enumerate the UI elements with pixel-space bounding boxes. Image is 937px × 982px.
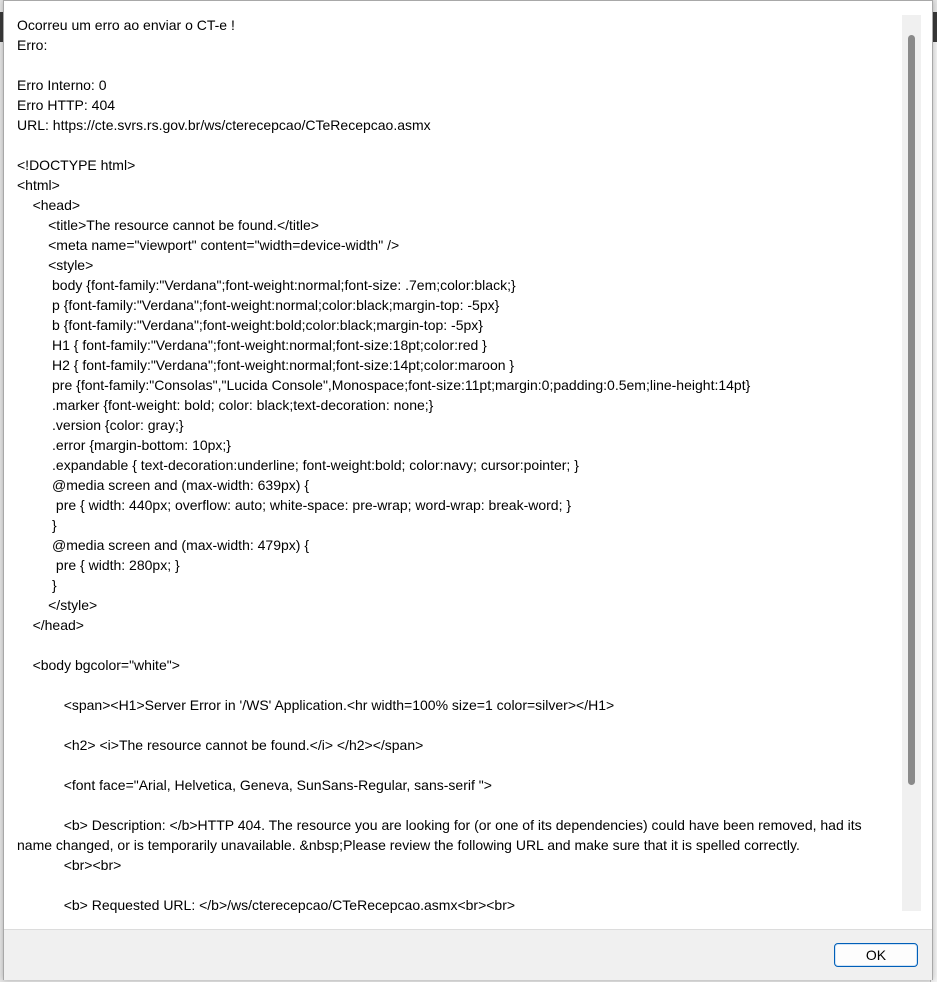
error-dialog	[3, 0, 933, 980]
error-message-text: Ocorreu um erro ao enviar o CT-e ! Erro: Erro Interno: 0 Erro HTTP: 404 URL: https://cte.svrs.rs.gov.br/ws/cterecepcao/CTeRecepcao.asmx <!DOCTYPE html> <html> <head> <title>The resource cannot be found.</title> <meta name="viewport" content="width=device-width" /> <style> body {font-family:"Verdana";font-weight:normal;font-size: .7em;color:black;} p {font-family:"Verdana";font-weight:normal;color:black;margin-top: -5px} b {font-family:"Verdana";font-weight:bold;color:black;margin-top: -5px} H1 { font-family:"Verdana";font-weight:normal;font-size:18pt;color:red } H2 { font-family:"Verdana";font-weight:normal;font-size:14pt;color:maroon } pre {font-family:"Consolas","Lucida Console",Monospace;font-size:11pt;margin:0;padding:0.5em;line-height:14pt} .marker {font-weight: bold; color: black;text-decoration: none;} .version {color: gray;} .error {margin-bottom: 10px;} .expandable { text-decoration:underline; font-weight:bold; color:navy; cursor:pointer; } @media screen and (max-width: 639px) { pre { width: 440px; overflow: auto; white-space: pre-wrap; word-wrap: break-word; } } @media screen and (max-width: 479px) { pre { width: 280px; } } </style> </head> <body bgcolor="white"> <span><H1>Server Error in '/WS' Application.<hr width=100% size=1 color=silver></H1> <h2> <i>The resource cannot be found.</i> </h2></span> <font face="Arial, Helvetica, Geneva, SunSans-Regular, sans-serif "> <b> Description: </b>HTTP 404. The resource you are looking for (or one of its dependencies) could have been removed, had its name changed, or is temporarily unavailable. &nbsp;Please review the following URL and make sure that it is spelled correctly. <br><br> <b> Requested URL: </b>/ws/cterecepcao/CTeRecepcao.asmx<br><br>	[17, 17, 862, 913]
message-area	[4, 1, 902, 913]
dialog-footer	[4, 929, 932, 980]
scrollbar-thumb[interactable]	[908, 35, 915, 785]
vertical-scrollbar[interactable]	[902, 15, 921, 911]
ok-button[interactable]: OK	[834, 943, 918, 967]
